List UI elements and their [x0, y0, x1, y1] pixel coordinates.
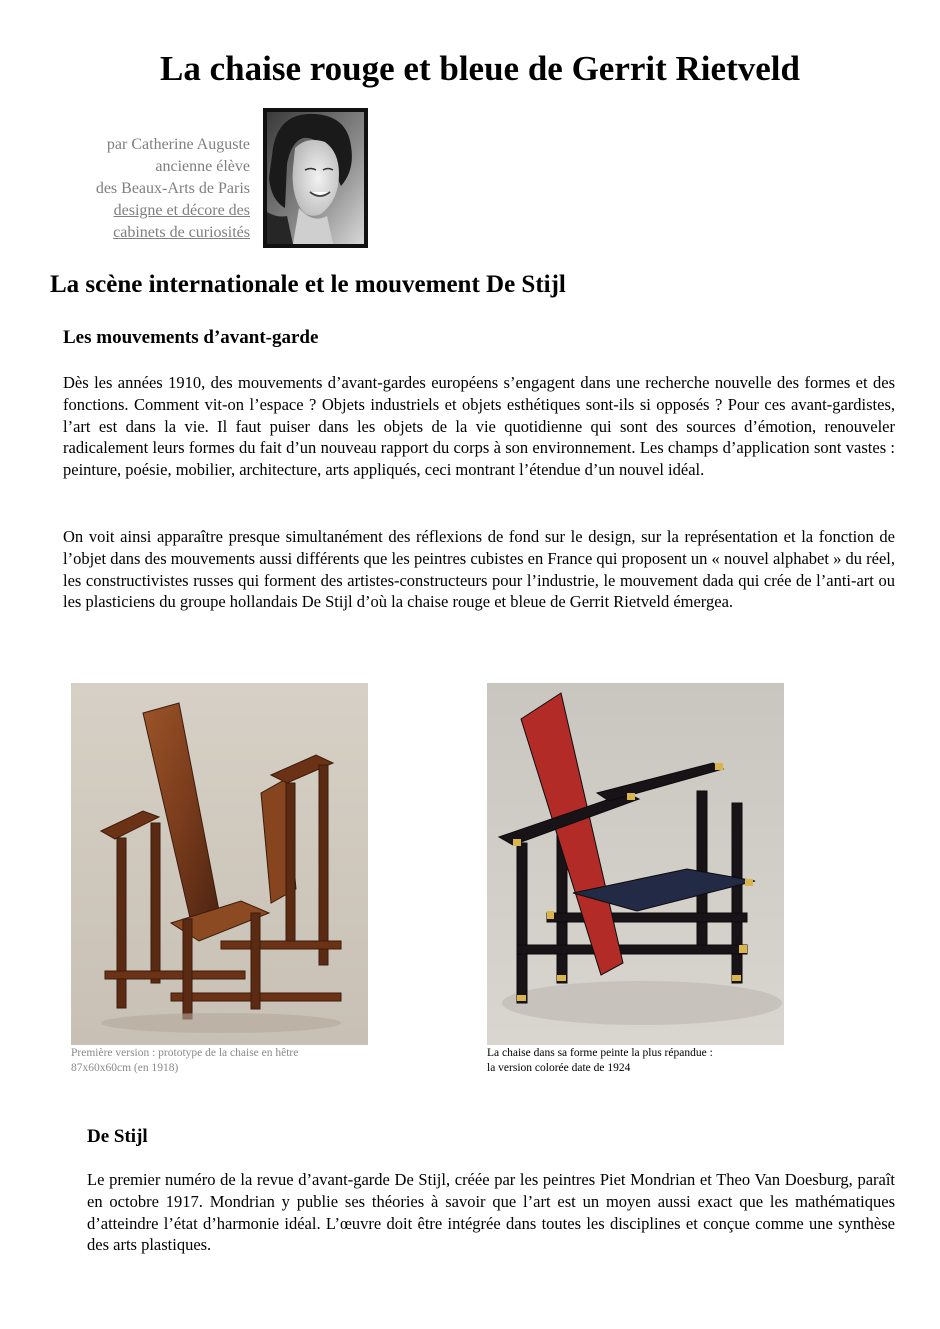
prototype-chair-photo — [71, 683, 368, 1045]
document-title: La chaise rouge et bleue de Gerrit Rietveld — [160, 49, 800, 88]
paragraph-avant-garde-2: On voit ainsi apparaître presque simultanément des réflexions de fond sur le design, sur la représentation et la fonction de l’objet dans des mouvements aussi différents que les peintres cubistes en France qui proposent un « nouvel alphabet » du réel, les constructivistes russes qui forment des artistes-constructeurs pour l’industrie, le mouvement dada qui crée de l’anti-art ou les plasticiens du groupe hollandais De Stijl d’où la chaise rouge et bleue de Gerrit Rietveld émergea. — [63, 527, 895, 612]
red-blue-chair-caption — [487, 1046, 713, 1076]
red-blue-caption-line1: La chaise dans sa forme peinte la plus répandue : — [487, 1047, 713, 1059]
red-blue-caption-line2: la version colorée date de 1924 — [487, 1062, 631, 1074]
author-byline — [60, 134, 250, 244]
paragraph-avant-garde-1: Dès les années 1910, des mouvements d’avant-gardes européens s’engagent dans une recherche nouvelle des formes et des fonctions. Comment vit-on l’espace ? Objets industriels et objets esthétiques sont-ils si opposés ? Pour ces avant-gardistes, l’art est dans la vie. Il faut puiser dans les objets de la vie quotidienne qui sont des sources d’émotion, renouveler radicalement leurs formes du fait d’un nouveau rapport du corps à son environnement. Les champs d’application sont vastes : peinture, poésie, mobilier, architecture, arts appliqués, ceci montrant l’étendue d’un nouvel idéal. — [63, 373, 895, 480]
byline-link-line2[interactable]: cabinets de curiosités — [113, 224, 250, 241]
byline-name: par Catherine Auguste — [106, 136, 250, 153]
red-blue-chair-photo — [487, 683, 784, 1045]
subheading-avant-garde: Les mouvements d’avant-garde — [63, 327, 319, 348]
author-photo — [263, 108, 368, 248]
paragraph-de-stijl: Le premier numéro de la revue d’avant-garde De Stijl, créée par les peintres Piet Mondrian et Theo Van Doesburg, paraît en octobre 1917. Mondrian y publie ses théories à savoir que l’art est un moyen aussi exact que les mathématiques d’atteindre l’état d’harmonie idéal. L’œuvre doit être intégrée dans toutes les disciplines et conçue comme une synthèse des arts plastiques. — [87, 1170, 895, 1255]
subheading-de-stijl: De Stijl — [87, 1126, 148, 1147]
byline-role: ancienne élève — [155, 158, 250, 175]
byline-school: des Beaux-Arts de Paris — [95, 180, 250, 197]
prototype-chair-caption — [71, 1046, 298, 1076]
prototype-caption-line1: Première version : prototype de la chaise en hêtre — [71, 1047, 299, 1059]
section-heading-scene: La scène internationale et le mouvement De Stijl — [50, 271, 566, 298]
prototype-caption-line2: 87x60x60cm (en 1918) — [71, 1062, 179, 1074]
byline-link-line1[interactable]: designe et décore des — [113, 202, 250, 219]
